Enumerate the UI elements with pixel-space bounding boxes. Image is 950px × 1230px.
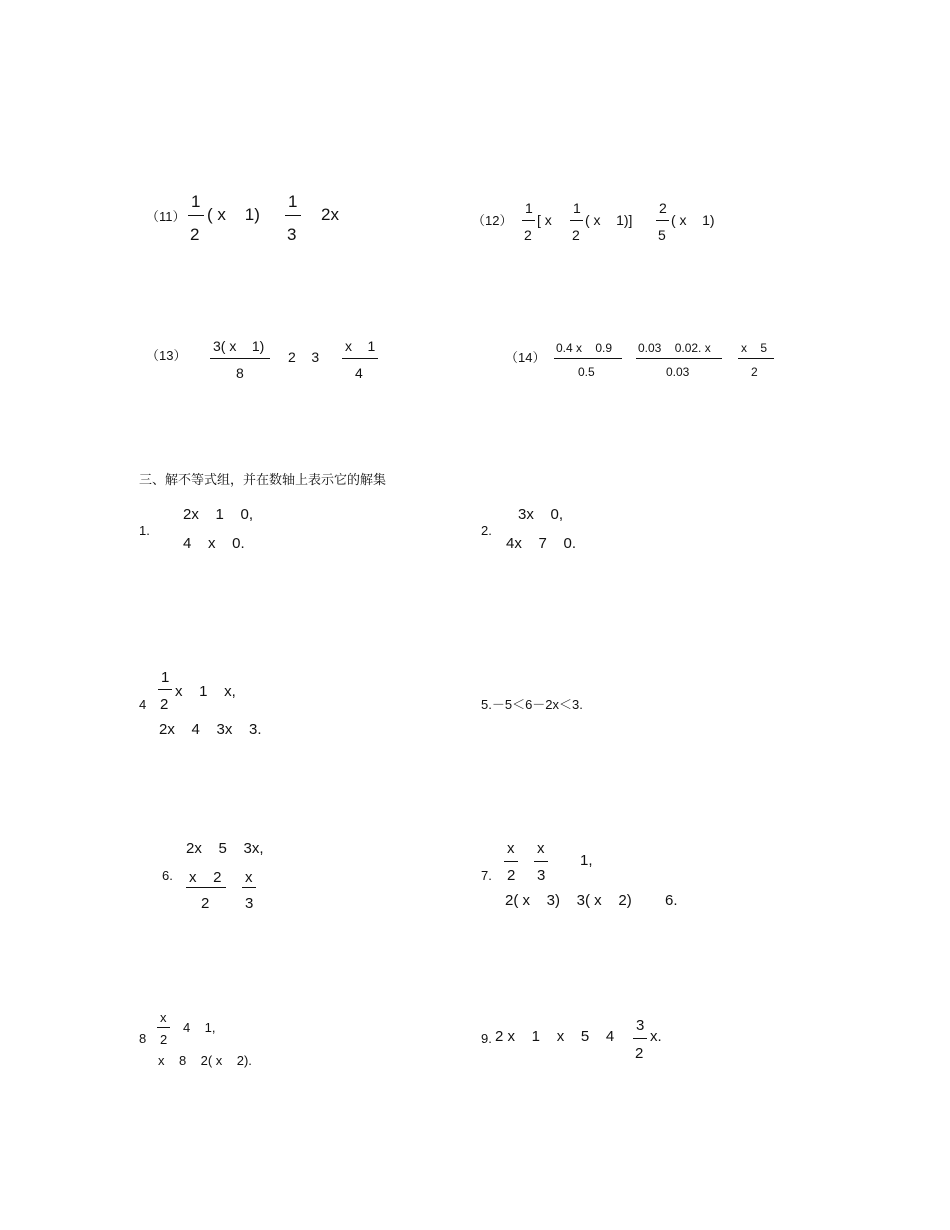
fraction-bar: [285, 215, 301, 216]
inequality-line-1: x 1 x,: [175, 683, 236, 700]
inequality-line-2: 2x 4 3x 3.: [159, 721, 262, 738]
fraction-denominator: 0.03: [666, 365, 690, 379]
expression-text: [ x: [537, 212, 552, 228]
fraction-denominator: 0.5: [578, 365, 595, 379]
question-label: 8: [139, 1031, 147, 1046]
inequality-line-2: 4 x 0.: [183, 535, 245, 552]
fraction-bar: [633, 1038, 647, 1039]
fraction-bar: [656, 220, 669, 221]
fraction-bar: [534, 861, 548, 862]
fraction-bar: [504, 861, 518, 862]
fraction-numerator: x: [537, 840, 545, 857]
fraction-numerator: 1: [525, 200, 533, 216]
inequality-line-1: 2x 1 0,: [183, 506, 254, 523]
fraction-denominator: 3: [537, 867, 546, 884]
fraction-numerator: 3( x 1): [213, 338, 265, 354]
fraction-denominator: 2: [751, 365, 758, 379]
fraction-numerator: x: [245, 869, 253, 886]
fraction-bar: [188, 215, 204, 216]
expression-text: 2 3: [288, 349, 320, 365]
expression-text: ( x 1): [671, 212, 715, 228]
fraction-numerator: 0.4 x 0.9: [556, 341, 613, 355]
fraction-denominator: 3: [245, 895, 254, 912]
fraction-denominator: 2: [572, 227, 580, 243]
expression-text: x.: [650, 1028, 662, 1045]
fraction-numerator: x 2: [189, 869, 222, 886]
fraction-numerator: 3: [636, 1017, 645, 1034]
fraction-numerator: 1: [573, 200, 581, 216]
fraction-denominator: 5: [658, 227, 666, 243]
inequality-line-2: 4x 7 0.: [506, 535, 577, 552]
problem-label: （12）: [472, 213, 513, 228]
fraction-denominator: 2: [635, 1045, 644, 1062]
inequality-line-2: 2( x 3) 3( x 2) 6.: [505, 892, 678, 909]
question-label: 2.: [481, 523, 492, 538]
question-label: 1.: [139, 523, 150, 538]
question-5: 5.－5＜6－2x＜3.: [481, 697, 583, 712]
fraction-denominator: 2: [507, 867, 516, 884]
fraction-bar: [157, 1027, 170, 1028]
fraction-bar: [342, 358, 378, 359]
fraction-denominator: 8: [236, 365, 244, 381]
problem-label: （14）: [505, 350, 546, 365]
inequality-line-1: 2x 5 3x,: [186, 840, 264, 857]
fraction-denominator: 2: [190, 225, 200, 244]
inequality-line-1: 4 1,: [183, 1020, 216, 1035]
problem-label: （11）: [146, 209, 186, 224]
fraction-numerator: 0.03 0.02. x: [638, 341, 711, 355]
fraction-numerator: 1: [191, 192, 201, 211]
fraction-bar: [570, 220, 583, 221]
fraction-numerator: 1: [161, 669, 170, 686]
fraction-numerator: x 1: [345, 338, 376, 354]
fraction-denominator: 2: [160, 1032, 168, 1047]
fraction-bar: [554, 358, 622, 359]
problem-label: （13）: [146, 348, 187, 363]
fraction-numerator: x 5: [741, 341, 768, 355]
fraction-denominator: 2: [160, 696, 169, 713]
expression-text: 2x: [321, 205, 339, 224]
expression-text: ( x 1)]: [585, 212, 633, 228]
section-heading: 三、解不等式组，并在数轴上表示它的解集: [139, 473, 387, 488]
fraction-bar: [210, 358, 270, 359]
question-label: 4: [139, 697, 147, 712]
fraction-bar: [636, 358, 722, 359]
fraction-denominator: 4: [355, 365, 363, 381]
fraction-numerator: x: [160, 1010, 167, 1025]
inequality-line-1: 3x 0,: [518, 506, 564, 523]
question-label: 7.: [481, 868, 492, 883]
fraction-bar: [158, 689, 172, 690]
expression-text: ( x 1): [207, 205, 260, 224]
fraction-numerator: 1: [288, 192, 298, 211]
inequality-line-1: 1,: [580, 852, 593, 869]
fraction-numerator: x: [507, 840, 515, 857]
fraction-bar: [522, 220, 535, 221]
fraction-bar: [242, 887, 256, 888]
question-label: 6.: [162, 868, 173, 883]
fraction-denominator: 2: [201, 895, 210, 912]
fraction-denominator: 2: [524, 227, 532, 243]
inequality-line-2: x 8 2( x 2).: [158, 1053, 252, 1068]
fraction-bar: [738, 358, 774, 359]
expression-text: 2 x 1 x 5 4: [495, 1028, 615, 1045]
fraction-numerator: 2: [659, 200, 667, 216]
fraction-bar: [186, 887, 226, 888]
question-label: 9.: [481, 1031, 492, 1046]
fraction-denominator: 3: [287, 225, 297, 244]
